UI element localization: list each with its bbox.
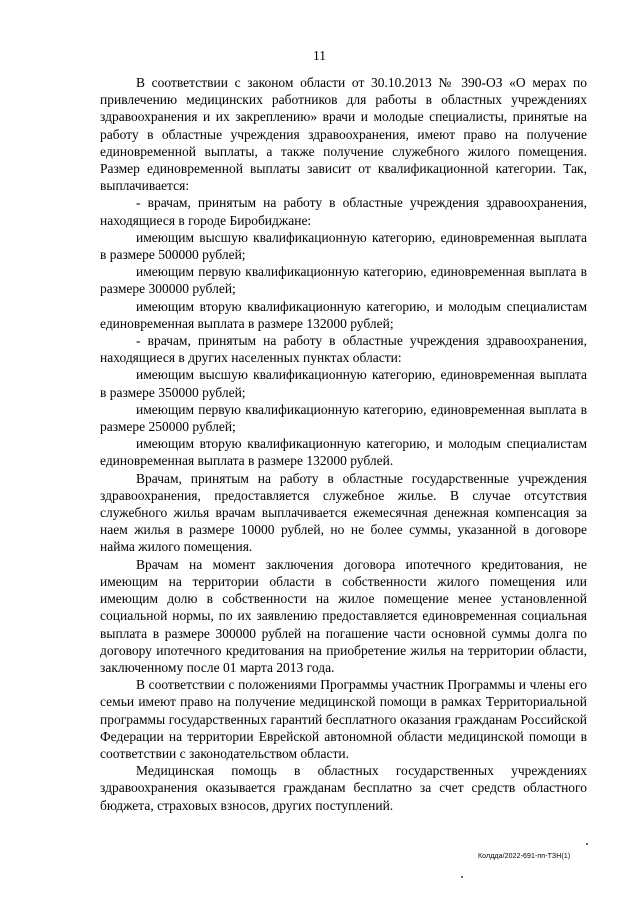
paragraph-birobidzhan-highest-category: имеющим высшую квалификационную категорию, единовременная выплата в размере 500000 рублей; [100,229,587,263]
paragraph-mortgage: Врачам на момент заключения договора ипотечного кредитования, не имеющим на территории области в собственности жилого помещения или имеющим долю в собственности на жилое помещение менее установленной социальной нормы, по их заявлению предоставляется единовременная социальная выплата в размере 300000 рублей на погашение части основной суммы долга по договору ипотечного кредитования на приобретение жилья на территории области, заключенному после 01 марта 2013 года. [100,556,587,675]
paragraph-other-second-category: имеющим вторую квалификационную категорию, и молодым специалистам единовременная выплата в размере 132000 рублей. [100,436,587,469]
page-number: 11 [313,48,326,63]
scan-speck [586,843,588,845]
paragraph-other-highest-category: имеющим высшую квалификационную категорию, единовременная выплата в размере 350000 рублей; [100,367,587,400]
document-body [100,74,587,814]
paragraph-free-medical-care: Медицинская помощь в областных государственных учреждениях здравоохранения оказывается гражданам бесплатно за счет средств областного бюджета, страховых взносов, других поступлений. [100,763,587,813]
footer-document-code: Колдда/2022-691-пп-ТЗН(1) [478,853,571,860]
paragraph-housing: Врачам, принятым на работу в областные государственные учреждения здравоохранения, предоставляется служебное жилье. В случае отсутствия служебного жилья врачам выплачивается ежемесячная денежная компенсация за наем жилья в размере 10000 рублей, но не более суммы, указанной в договоре найма жилого помещения. [100,470,587,555]
paragraph-other-first-category: имеющим первую квалификационную категорию, единовременная выплата в размере 250000 рублей; [100,401,587,435]
paragraph-medical-care-rights: В соответствии с положениями Программы участник Программы и члены его семьи имеют право на получение медицинской помощи в рамках Территориальной программы государственных гарантий бесплатного оказания гражданам Российской Федерации на территории Еврейской автономной области медицинской помощи в соответствии с законодательством области. [100,677,587,761]
paragraph-birobidzhan-second-category: имеющим вторую квалификационную категорию, и молодым специалистам единовременная выплата в размере 132000 рублей; [100,298,587,331]
paragraph-law-reference: В соответствии с законом области от 30.10.2013 № 390-ОЗ «О мерах по привлечению медицинских работников для работы в областных учреждениях здравоохранения и их закреплению» врачи и молодые специалисты, принятые на работу в областные учреждения здравоохранения, имеют право на получение единовременной выплаты, а также получение служебного жилого помещения. Размер единовременной выплаты зависит от квалификационной категории. Так, выплачивается: [100,75,587,194]
paragraph-other-settlements-doctors: - врачам, принятым на работу в областные учреждения здравоохранения, находящиеся в других населенных пунктах области: [100,333,587,366]
scan-speck [461,876,463,878]
paragraph-birobidzhan-first-category: имеющим первую квалификационную категорию, единовременная выплата в размере 300000 рублей; [100,264,587,297]
paragraph-birobidzhan-doctors: - врачам, принятым на работу в областные учреждения здравоохранения, находящиеся в городе Биробиджане: [100,195,587,228]
